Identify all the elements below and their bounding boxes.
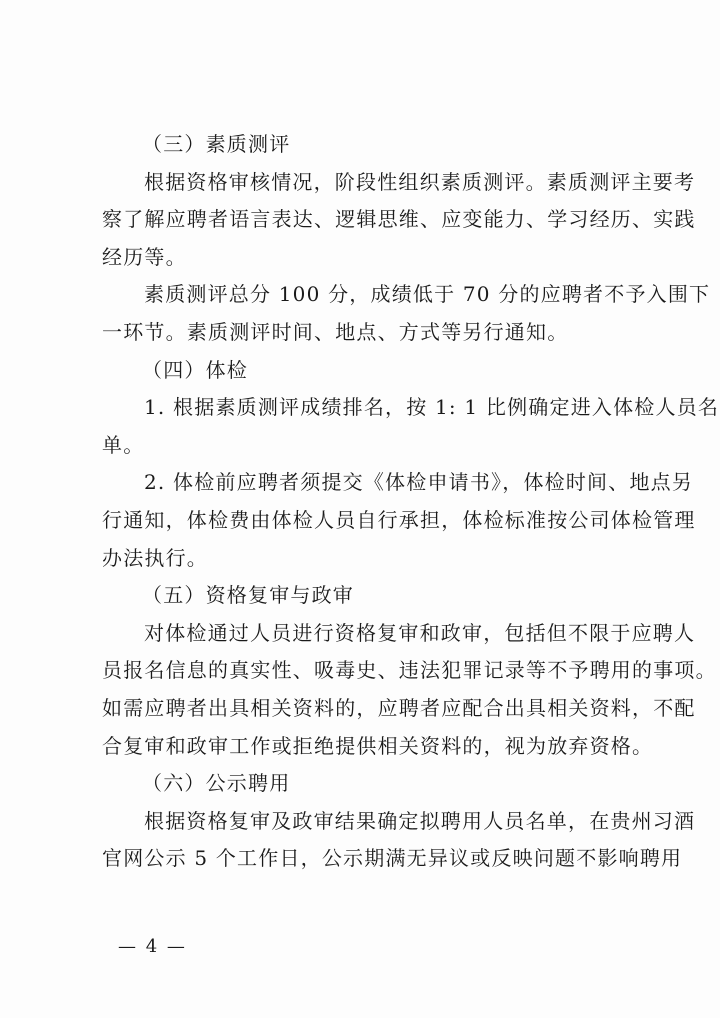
- section-heading-6: （六）公示聘用: [142, 771, 291, 796]
- paragraph-line: 素质测评总分 100 分，成绩低于 70 分的应聘者不予入围下: [144, 282, 711, 307]
- paragraph-line: 合复审和政审工作或拒绝提供相关资料的，视为放弃资格。: [102, 733, 654, 758]
- paragraph-line: 如需应聘者出具相关资料的，应聘者应配合出具相关资料，不配: [102, 695, 696, 720]
- section-heading-5: （五）资格复审与政审: [142, 583, 354, 608]
- paragraph-line: 单。: [102, 432, 145, 457]
- paragraph-line: 官网公示 5 个工作日，公示期满无异议或反映问题不影响聘用: [102, 846, 683, 871]
- paragraph-line: 根据资格复审及政审结果确定拟聘用人员名单，在贵州习酒: [144, 808, 696, 833]
- paragraph-line: 1. 根据素质测评成绩排名，按 1: 1 比例确定进入体检人员名: [144, 395, 720, 420]
- section-heading-3: （三）素质测评: [142, 132, 291, 156]
- paragraph-line: 行通知，体检费由体检人员自行承担，体检标准按公司体检管理: [102, 507, 696, 532]
- document-body: [102, 126, 720, 878]
- paragraph-line: 根据资格审核情况，阶段性组织素质测评。素质测评主要考: [144, 169, 696, 194]
- paragraph-line: 一环节。素质测评时间、地点、方式等另行通知。: [102, 319, 569, 344]
- paragraph-line: 2. 体检前应聘者须提交《体检申请书》，体检时间、地点另: [144, 470, 694, 495]
- paragraph-line: 对体检通过人员进行资格复审和政审，包括但不限于应聘人: [144, 620, 696, 645]
- page-number: — 4 —: [118, 936, 187, 957]
- paragraph-line: 员报名信息的真实性、吸毒史、违法犯罪记录等不予聘用的事项。: [102, 658, 717, 683]
- section-heading-4: （四）体检: [142, 357, 248, 382]
- paragraph-line: 办法执行。: [102, 545, 208, 570]
- paragraph-line: 察了解应聘者语言表达、逻辑思维、应变能力、学习经历、实践: [102, 207, 696, 232]
- paragraph-line: 经历等。: [102, 244, 187, 269]
